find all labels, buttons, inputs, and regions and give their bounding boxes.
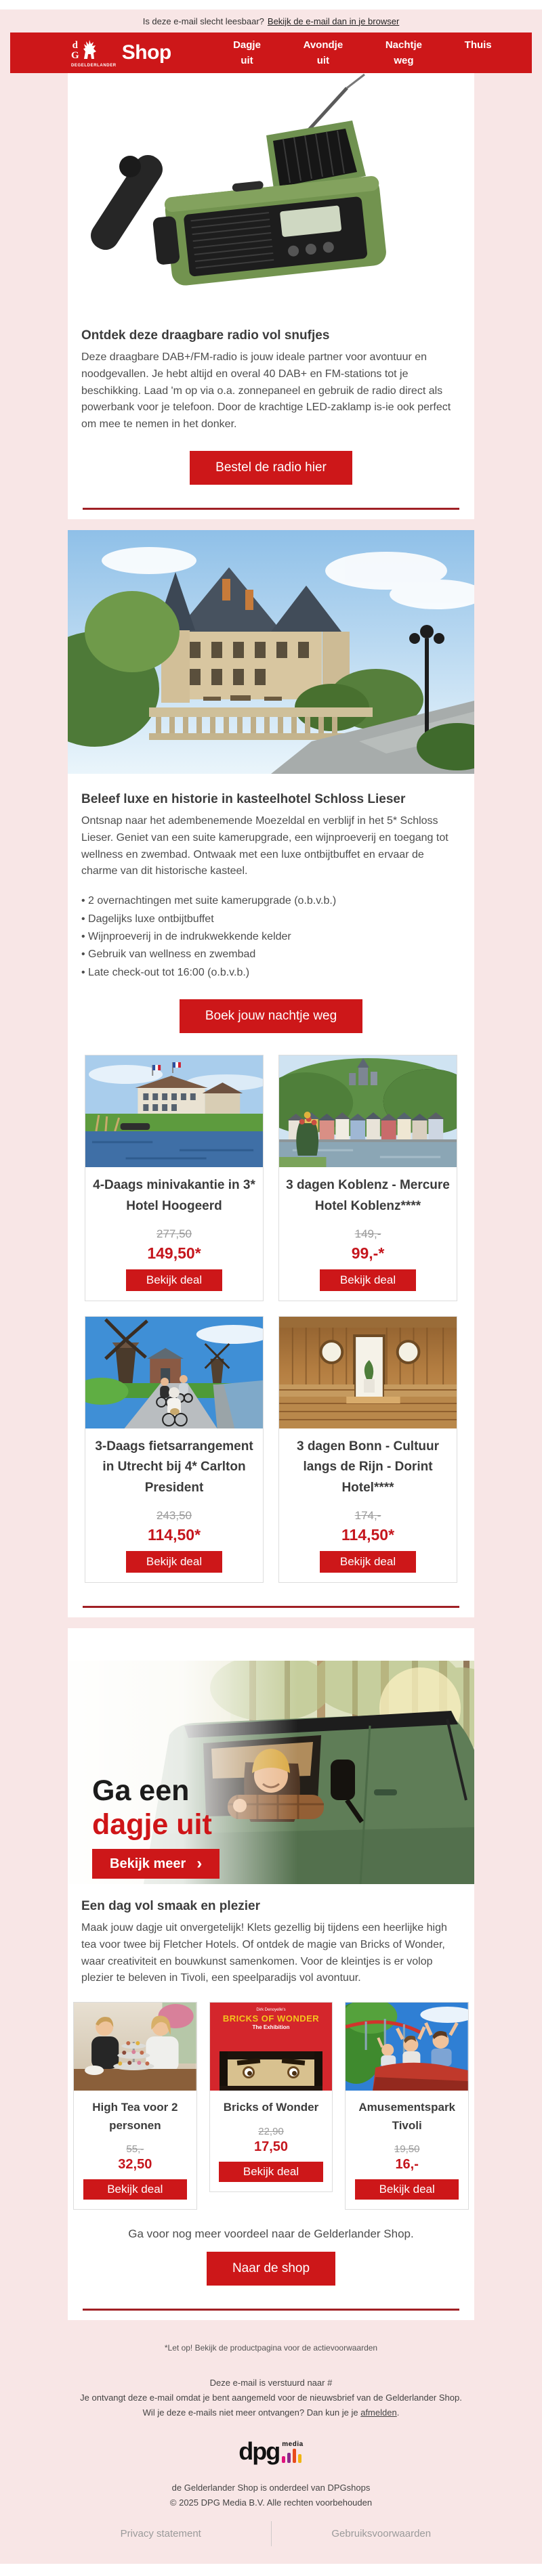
utrecht-cycling-image[interactable]	[85, 1317, 263, 1428]
header-nav	[212, 37, 513, 69]
radio-section	[68, 73, 474, 519]
deal-price: 32,50	[118, 2156, 152, 2172]
deal-old-price: 19,50	[394, 2143, 420, 2155]
high-tea-image[interactable]	[74, 2003, 196, 2091]
schloss-section	[68, 530, 474, 1617]
dayout-section	[68, 1628, 474, 2320]
view-in-browser-question: Is deze e-mail slecht leesbaar?	[142, 16, 264, 26]
sauna-image[interactable]	[279, 1317, 457, 1428]
radio-heading: Ontdek deze draagbare radio vol snufjes	[81, 328, 330, 343]
deal-price: 114,50*	[341, 1526, 395, 1544]
footer-disclaimer: *Let op! Bekijk de productpagina voor de actievoorwaarden	[164, 2342, 378, 2353]
logo-letter-d: d	[72, 39, 78, 51]
nav-item-avondje-uit[interactable]: Avondje uit	[303, 39, 343, 66]
deal-title[interactable]: Bricks of Wonder	[223, 2101, 319, 2114]
footer-reason: Je ontvangt deze e-mail omdat je bent aangemeld voor de nieuwsbrief van de Gelderlander Shop.	[80, 2393, 462, 2403]
deal-title[interactable]: Amusementspark Tivoli	[358, 2101, 456, 2132]
koblenz-image[interactable]	[279, 1055, 457, 1167]
deal-title[interactable]: High Tea voor 2 personen	[92, 2101, 178, 2132]
banner-line-2: dagje uit	[92, 1808, 212, 1841]
deal-title[interactable]: 4-Daags minivakantie in 3* Hotel Hoogeerd	[93, 1178, 255, 1213]
deal-price: 99,-*	[351, 1244, 385, 1262]
gelderlander-shop-logo[interactable]	[71, 38, 171, 68]
logo-letter-g: G	[71, 49, 79, 61]
deal-price: 114,50*	[147, 1526, 201, 1544]
deal-title[interactable]: 3-Daags fietsarrangement in Utrecht bij 4* Carlton President	[95, 1439, 253, 1495]
deal-card-bricks	[209, 2002, 333, 2191]
banner-title	[92, 1774, 212, 1841]
deal-button[interactable]: Bekijk deal	[320, 1551, 416, 1573]
lego-face-graphic	[220, 2051, 323, 2091]
deal-card-bonn	[278, 1316, 457, 1583]
hotel-hoogeerd-image[interactable]	[85, 1055, 263, 1167]
deal-card-hightea	[73, 2002, 197, 2210]
schloss-lieser-image[interactable]	[68, 530, 474, 774]
email-wrapper	[10, 9, 532, 2564]
logo-letters	[71, 41, 79, 61]
deal-card-utrecht	[85, 1316, 264, 1583]
gelderlander-lion-icon	[80, 38, 98, 63]
book-getaway-button[interactable]: Boek jouw nachtje weg	[180, 999, 362, 1033]
poster-title: BRICKS OF WONDER	[222, 2013, 320, 2024]
deal-button[interactable]: Bekijk deal	[320, 1269, 416, 1291]
terms-link[interactable]: Gebruiksvoorwaarden	[331, 2528, 432, 2540]
deals-row-1	[68, 1055, 474, 1301]
deal-button[interactable]: Bekijk deal	[219, 2162, 323, 2182]
deal-price: 17,50	[253, 2139, 289, 2154]
footer-copyright: © 2025 DPG Media B.V. Alle rechten voorbehouden	[169, 2497, 373, 2508]
dayout-heading: Een dag vol smaak en plezier	[81, 1899, 260, 1914]
schloss-bullet-list	[81, 892, 461, 982]
deal-old-price: 243,50	[157, 1509, 192, 1523]
deal-old-price: 22,90	[258, 2125, 284, 2137]
order-radio-button[interactable]: Bestel de radio hier	[190, 451, 352, 485]
logo-subtext: DEGELDERLANDER	[71, 64, 117, 68]
bullet-item: • Wijnproeverij in de indrukwekkende kelder	[81, 928, 461, 946]
schloss-heading: Beleef luxe en historie in kasteelhotel Schloss Lieser	[81, 791, 406, 806]
top-margin	[0, 0, 542, 9]
bottom-margin	[0, 2564, 542, 2576]
nav-item-thuis[interactable]: Thuis	[464, 39, 492, 51]
bullet-item: • Gebruik van wellness en zwembad	[81, 946, 461, 963]
deal-button[interactable]: Bekijk deal	[126, 1269, 222, 1291]
footer-sent-to: Deze e-mail is verstuurd naar #	[209, 2377, 333, 2388]
radio-product-image[interactable]	[68, 73, 474, 310]
deal-old-price: 149,-	[354, 1227, 381, 1240]
nav-item-dagje-uit[interactable]: Dagje uit	[233, 39, 261, 66]
deal-price: 149,50*	[147, 1244, 201, 1262]
nav-item-nachtje-weg[interactable]: Nachtje weg	[385, 39, 423, 66]
header	[10, 32, 532, 73]
view-in-browser-link[interactable]: Bekijk de e-mail dan in je browser	[267, 16, 400, 26]
deal-old-price: 55,-	[126, 2143, 144, 2155]
bullet-item: • Dagelijks luxe ontbijtbuffet	[81, 911, 461, 928]
deal-old-price: 277,50	[157, 1227, 192, 1240]
bricks-of-wonder-poster[interactable]	[210, 2003, 333, 2091]
deal-button[interactable]: Bekijk deal	[355, 2179, 459, 2200]
deal-price: 16,-	[395, 2156, 419, 2172]
chevron-right-icon: ›	[196, 1854, 203, 1873]
to-shop-button[interactable]: Naar de shop	[207, 2252, 335, 2286]
schloss-body: Ontsnap naar het adembenemende Moezeldal en verblijf in het 5* Schloss Lieser. Geniet van een suite kamerupgrade, een wijnproeverij en toegang tot wellness en zwembad. Ontwaak met een luxe ontbijtbuffet en ervaar de charme van dit historische kasteel.	[81, 814, 449, 877]
logo-shop-text: Shop	[121, 41, 171, 64]
radio-body: Deze draagbare DAB+/FM-radio is jouw ideale partner voor avontuur en noodgevallen. Je hebt altijd en overal 40 DAB+ en FM-stations tot je beschikking. Laad 'm op via o.a. zonnepaneel en gebruik de radio direct als powerbank voor je telefoon. Door de krachtige LED-zaklamp is-ie ook perfect om mee te nemen in het donker.	[81, 351, 451, 431]
bullet-item: • Late check-out tot 16:00 (o.b.v.b.)	[81, 964, 461, 982]
privacy-statement-link[interactable]: Privacy statement	[51, 2521, 272, 2546]
banner-line-1: Ga een	[92, 1774, 190, 1808]
footer-unsubscribe-line: Wil je deze e-mails niet meer ontvangen? Dan kun je je afmelden.	[142, 2407, 400, 2418]
deal-card-tivoli	[345, 2002, 469, 2210]
deal-title[interactable]: 3 dagen Koblenz - Mercure Hotel Koblenz****	[286, 1178, 450, 1213]
footer	[10, 2320, 532, 2564]
deal-button[interactable]: Bekijk deal	[126, 1551, 222, 1573]
deal-card-koblenz	[278, 1055, 457, 1301]
tivoli-rollercoaster-image[interactable]	[346, 2003, 468, 2091]
view-in-browser-bar	[10, 9, 532, 32]
poster-subtitle: The Exhibition	[252, 2024, 290, 2031]
unsubscribe-link[interactable]: afmelden	[360, 2407, 397, 2418]
logo-block	[71, 38, 117, 68]
deal-card-hoogeerd	[85, 1055, 264, 1301]
poster-credit: Dirk Denoyelle's	[256, 2008, 286, 2013]
footer-links	[51, 2521, 491, 2564]
dagje-uit-banner[interactable]	[68, 1661, 474, 1884]
deals-row-2	[68, 1316, 474, 1583]
dpg-logo-bars	[282, 2449, 301, 2463]
bullet-item: • 2 overnachtingen met suite kamerupgrade (o.b.v.b.)	[81, 892, 461, 910]
dayout-deals-row	[68, 2002, 474, 2210]
deal-old-price: 174,-	[354, 1509, 381, 1523]
deal-button[interactable]: Bekijk deal	[83, 2179, 188, 2200]
footer-part-of: de Gelderlander Shop is onderdeel van DPGshops	[171, 2483, 371, 2493]
dpg-media-logo: dpg media	[238, 2437, 304, 2466]
deal-title[interactable]: 3 dagen Bonn - Cultuur langs de Rijn - Dorint Hotel****	[296, 1439, 440, 1495]
shop-outro-text: Ga voor nog meer voordeel naar de Gelderlander Shop.	[128, 2227, 414, 2240]
dayout-body: Maak jouw dagje uit onvergetelijk! Klets gezellig bij tijdens een heerlijke high tea voor twee bij Fletcher Hotels. Of ontdek de magie van Bricks of Wonder, waar creativiteit en bouwkunst samenkomen. Voor de kleintjes is er volop plezier te beleven in Tivoli, een speelparadijs vol avontuur.	[81, 1922, 447, 1984]
see-more-button[interactable]: Bekijk meer ›	[92, 1849, 220, 1879]
